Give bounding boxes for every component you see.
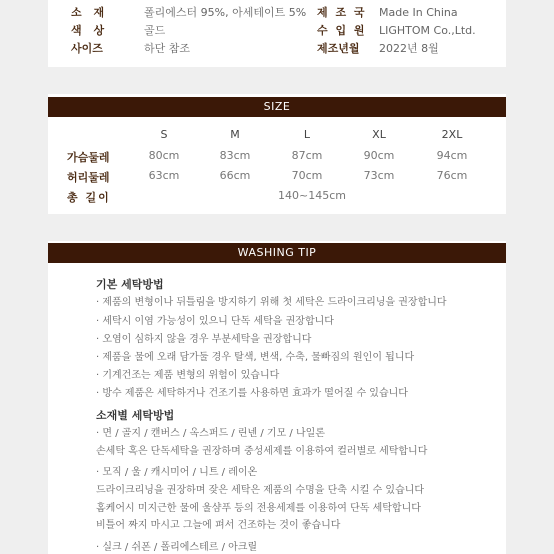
wash-line: · 세탁시 이염 가능성이 있으니 단독 세탁을 권장합니다 <box>96 316 334 327</box>
size-cell-length: 140~145cm <box>278 189 346 202</box>
section-divider <box>48 214 506 241</box>
size-cell: 76cm <box>436 169 468 182</box>
color-value: 골드 <box>144 24 166 37</box>
size-row-length-label: 총 길이 <box>67 191 111 204</box>
material-value: 폴리에스터 95%, 아세테이트 5% <box>144 6 307 19</box>
size-cell: 80cm <box>148 149 180 162</box>
size-col-m: M <box>230 128 240 141</box>
mfg-date-key: 제조년월 <box>317 42 360 55</box>
size-title-bar: SIZE <box>48 97 506 117</box>
wash-line: · 방수 제품은 세탁하거나 건조기를 사용하면 효과가 떨어질 수 있습니다 <box>96 388 408 399</box>
material-wash-heading: 소재별 세탁방법 <box>96 409 175 422</box>
wash-line: · 실크 / 쉬폰 / 폴리에스테르 / 아크릴 <box>96 542 258 553</box>
size-col-xl: XL <box>372 128 386 141</box>
wash-line: · 기계건조는 제품 변형의 위험이 있습니다 <box>96 370 280 381</box>
size-cell: 94cm <box>436 149 468 162</box>
washing-tip-title-bar: WASHING TIP <box>48 243 506 263</box>
size-cell: 73cm <box>363 169 395 182</box>
size-cell: 83cm <box>219 149 251 162</box>
wash-line: · 오염이 심하지 않을 경우 부분세탁을 권장합니다 <box>96 334 312 345</box>
size-cell: 63cm <box>148 169 180 182</box>
wash-line: · 면 / 골지 / 캔버스 / 옥스퍼드 / 린넨 / 기모 / 나일론 <box>96 428 325 439</box>
wash-line: 드라이크리닝을 권장하며 잦은 세탁은 제품의 수명을 단축 시킬 수 있습니다 <box>96 485 425 496</box>
wash-line: · 제품을 물에 오래 담가둘 경우 탈색, 변색, 수축, 물빠짐의 원인이 됩니다 <box>96 352 415 363</box>
origin-value: Made In China <box>379 6 458 19</box>
wash-line: 손세탁 혹은 단독세탁을 권장하며 중성세제를 이용하여 컬러별로 세탁합니다 <box>96 446 428 457</box>
size-col-l: L <box>303 128 311 141</box>
size-key: 사이즈 <box>71 42 103 55</box>
size-cell: 66cm <box>219 169 251 182</box>
basic-wash-heading: 기본 세탁방법 <box>96 278 164 291</box>
origin-key: 제 조 국 <box>317 6 367 19</box>
importer-key: 수 입 원 <box>317 24 367 37</box>
importer-value: LIGHTOM Co.,Ltd. <box>379 24 476 37</box>
size-row-waist-label: 허리둘레 <box>67 171 110 184</box>
size-cell: 70cm <box>291 169 323 182</box>
size-value: 하단 참조 <box>144 42 191 55</box>
wash-line: 홈케어시 미지근한 물에 울샴푸 등의 전용세제를 이용하여 단독 세탁합니다 <box>96 503 421 514</box>
section-divider <box>48 67 506 94</box>
size-col-2xl: 2XL <box>441 128 463 141</box>
color-key: 색 상 <box>71 24 109 37</box>
size-cell: 90cm <box>363 149 395 162</box>
wash-line: · 모직 / 울 / 캐시미어 / 니트 / 레이온 <box>96 467 258 478</box>
info-row-material <box>71 6 108 19</box>
mfg-date-value: 2022년 8월 <box>379 42 439 55</box>
size-col-s: S <box>160 128 168 141</box>
wash-line: · 제품의 변형이나 뒤틀림을 방지하기 위해 첫 세탁은 드라이크리닝을 권장합니다 <box>96 297 447 308</box>
size-cell: 87cm <box>291 149 323 162</box>
wash-line: 비틀어 짜지 마시고 그늘에 펴서 건조하는 것이 좋습니다 <box>96 520 341 531</box>
size-row-chest-label: 가슴둘레 <box>67 151 110 164</box>
material-key: 소 재 <box>71 6 109 19</box>
